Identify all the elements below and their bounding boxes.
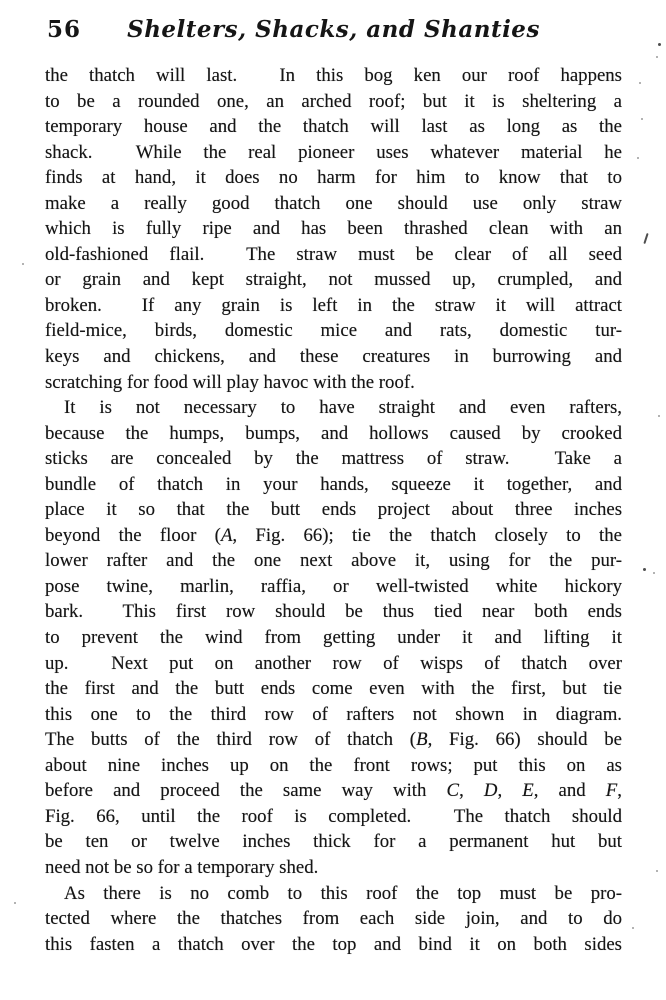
scan-speck [643,568,646,571]
text-line: because the humps, bumps, and hollows caused by crooked [45,422,622,444]
scan-speck [22,263,24,265]
text-line: make a really good thatch one should use only straw [45,192,622,214]
text-line: this one to the third row of rafters not shown in diagram. [45,703,622,725]
scan-slash-mark [643,233,648,244]
text-line: finds at hand, it does no harm for him to know that to [45,167,622,189]
page-header [45,16,622,48]
text-line: this fasten a thatch over the top and bind it on both sides [45,933,622,955]
scan-speck [637,157,639,159]
text-line: or grain and kept straight, not mussed up, crumpled, and [45,269,622,291]
text-line: broken. If any grain is left in the straw it will attract [45,294,622,316]
text-line: Fig. 66, until the roof is completed. The thatch should [45,805,622,827]
scan-speck [658,43,661,46]
text-line: shack. While the real pioneer uses whatever material he [45,141,622,163]
text-line: up. Next put on another row of wisps of thatch over [45,652,622,674]
text-line: before and proceed the same way with C, D, E, and F, [45,780,622,802]
text-line: the first and the butt ends come even with the first, but tie [45,678,622,700]
page-body [45,63,622,957]
text-line: which is fully ripe and has been thrashed clean with an [45,218,622,240]
text-line: to prevent the wind from getting under it and lifting it [45,627,622,649]
text-line: beyond the floor (A, Fig. 66); tie the thatch closely to the [45,524,622,546]
running-title: Shelters, Shacks, and Shanties [127,16,540,43]
scan-speck [14,902,16,904]
text-line: to be a rounded one, an arched roof; but it is sheltering a [45,90,622,112]
text-line: old-fashioned flail. The straw must be clear of all seed [45,243,622,265]
scan-speck [656,56,658,58]
page-number: 56 [47,16,82,43]
text-line: be ten or twelve inches thick for a permanent hut but [45,831,622,853]
scan-speck [632,927,634,929]
text-line: As there is no comb to this roof the top must be pro- [64,882,622,904]
text-line: sticks are concealed by the mattress of straw. Take a [45,448,622,470]
text-line: keys and chickens, and these creatures in burrowing and [45,346,622,368]
text-line: place it so that the butt ends project about three inches [45,499,622,521]
scan-speck [641,118,643,120]
scan-speck [656,870,658,872]
text-line: field-mice, birds, domestic mice and rats, domestic tur- [45,320,622,342]
text-line: bark. This first row should be thus tied near both ends [45,601,622,623]
text-line: bundle of thatch in your hands, squeeze it together, and [45,473,622,495]
text-line: pose twine, marlin, raffia, or well-twisted white hickory [45,575,622,597]
scan-speck [658,415,660,417]
text-line: scratching for food will play havoc with the roof. [45,371,415,393]
text-line: It is not necessary to have straight and even rafters, [64,397,622,419]
text-line: lower rafter and the one next above it, using for the pur- [45,550,622,572]
text-line: the thatch will last. In this bog ken our roof happens [45,65,622,86]
text-line: need not be so for a temporary shed. [45,856,319,878]
scan-speck [639,82,641,84]
text-line: temporary house and the thatch will last as long as the [45,116,622,138]
text-line: tected where the thatches from each side join, and to do [45,908,622,930]
text-line: The butts of the third row of thatch (B, Fig. 66) should be [45,729,622,751]
text-line: about nine inches up on the front rows; put this on as [45,754,622,776]
scan-speck [653,572,655,574]
